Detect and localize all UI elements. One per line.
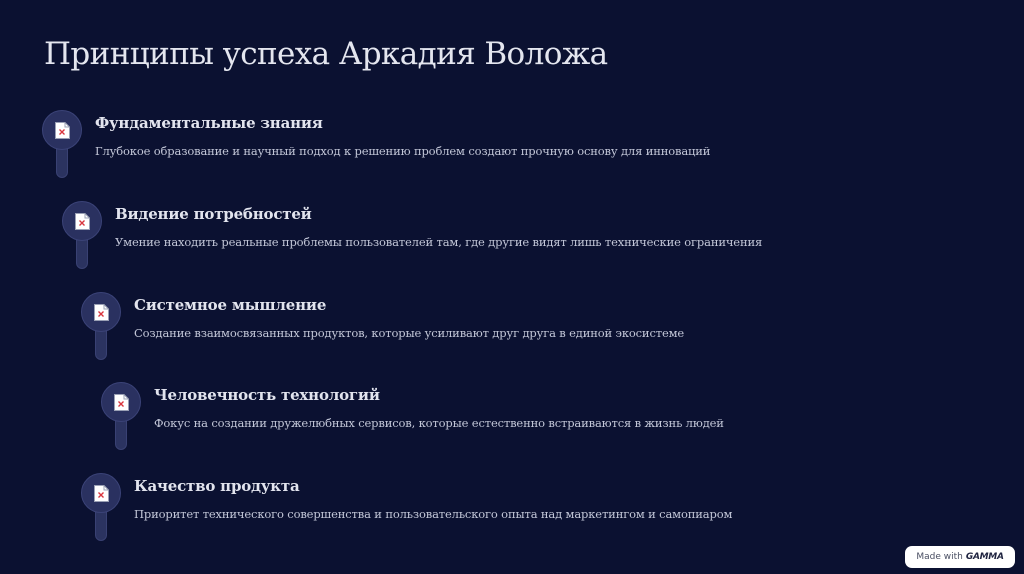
principle-description: Глубокое образование и научный подход к решению проблем создают прочную основу для инноваций: [95, 144, 711, 158]
step-marker: [101, 382, 141, 450]
badge-prefix: Made with: [916, 552, 963, 562]
principle-item-1: [42, 110, 802, 182]
step-marker: [81, 292, 121, 360]
principle-item-2: [62, 201, 822, 273]
principle-title: Видение потребностей: [115, 205, 312, 223]
marker-circle: [101, 382, 141, 422]
principle-title: Системное мышление: [134, 296, 327, 314]
made-with-gamma-badge[interactable]: [905, 546, 1015, 568]
marker-circle: [81, 473, 121, 513]
principle-description: Приоритет технического совершенства и пользовательского опыта над маркетингом и самопиаром: [134, 507, 733, 521]
step-marker: [62, 201, 102, 269]
principle-title: Качество продукта: [134, 477, 300, 495]
broken-image-icon: [75, 213, 90, 230]
step-marker: [81, 473, 121, 541]
broken-image-icon: [94, 485, 109, 502]
broken-image-icon: [55, 122, 70, 139]
marker-circle: [81, 292, 121, 332]
broken-image-icon: [94, 304, 109, 321]
marker-circle: [62, 201, 102, 241]
principle-description: Создание взаимосвязанных продуктов, которые усиливают друг друга в единой экосистеме: [134, 326, 685, 340]
principle-description: Умение находить реальные проблемы пользователей там, где другие видят лишь технические ограничения: [115, 235, 763, 249]
principle-description: Фокус на создании дружелюбных сервисов, которые естественно встраиваются в жизнь людей: [154, 416, 724, 430]
principle-title: Фундаментальные знания: [95, 114, 323, 132]
principle-title: Человечность технологий: [154, 386, 380, 404]
principle-item-5: [81, 473, 841, 545]
principle-item-4: [101, 382, 861, 454]
principle-item-3: [81, 292, 841, 364]
step-marker: [42, 110, 82, 178]
slide-title: Принципы успеха Аркадия Воложа: [44, 36, 608, 72]
broken-image-icon: [114, 394, 129, 411]
gamma-logo: GAMMA: [965, 552, 1004, 562]
marker-circle: [42, 110, 82, 150]
